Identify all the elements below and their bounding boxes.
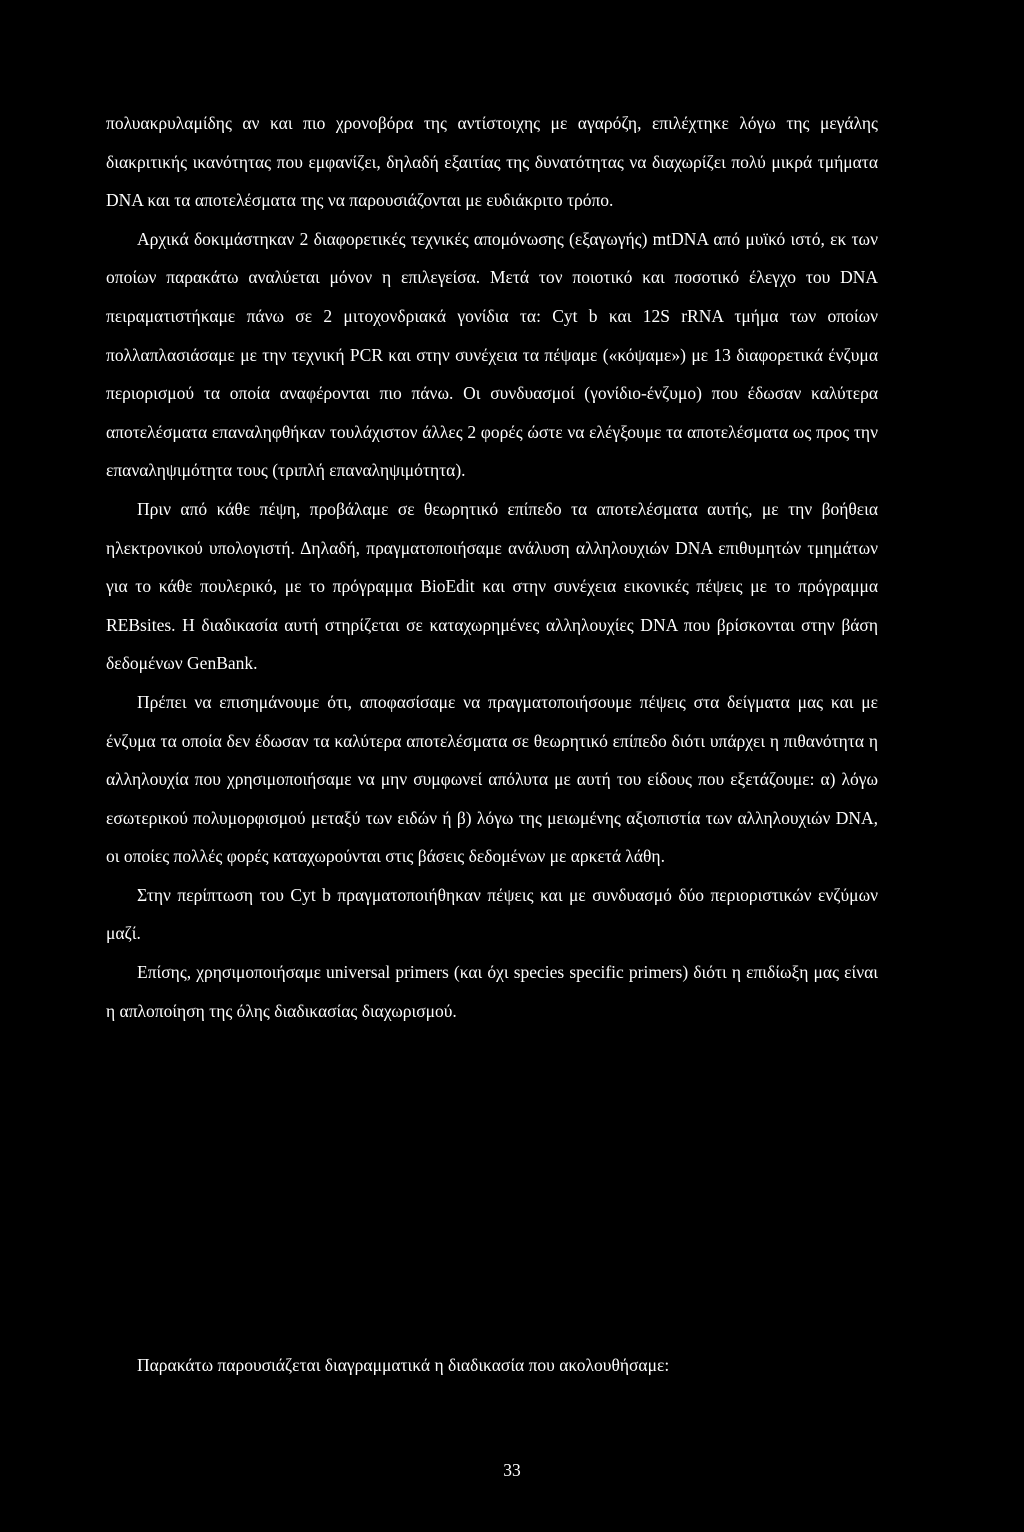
paragraph-continuation: πολυακρυλαμίδης αν και πιο χρονοβόρα της αντίστοιχης με αγαρόζη, επιλέχτηκε λόγω της μεγάλης διακριτικής ικανότητας που εμφανίζει, δηλαδή εξαιτίας της δυνατότητας να διαχωρίζει πολύ μικρά τμήματα DNA και τα αποτελέσματα της να παρουσιάζονται με ευδιάκριτο τρόπο. — [106, 113, 878, 211]
paragraph-in-silico-digestion: Πριν από κάθε πέψη, προβάλαμε σε θεωρητικό επίπεδο τα αποτελέσματα αυτής, με την βοήθεια ηλεκτρονικού υπολογιστή. Δηλαδή, πραγματοποιήσαμε ανάλυση αλληλουχιών DNA επιθυμητών τμημάτων για το κάθε πουλερικό, με το πρόγραμμα BioEdit και στην συνέχεια εικονικές πέψεις με το πρόγραμμα REBsites. Η διαδικασία αυτή στηρίζεται σε καταχωρημένες αλληλουχίες DNA που βρίσκονται στην βάση δεδομένων GenBank. — [106, 498, 878, 674]
diagram-intro-text: Παρακάτω παρουσιάζεται διαγραμματικά η διαδικασία που ακολουθήσαμε: — [137, 1355, 670, 1375]
paragraph-enzyme-choice: Πρέπει να επισημάνουμε ότι, αποφασίσαμε να πραγματοποιήσουμε πέψεις στα δείγματα μας και με ένζυμα τα οποία δεν έδωσαν τα καλύτερα αποτελέσματα σε θεωρητικό επίπεδο διότι υπάρχει η πιθανότητα η αλληλουχία που χρησιμοποιήσαμε να μην συμφωνεί απόλυτα με αυτή του είδους που εξετάζουμε: α) λόγω εσωτερικού πολυμορφισμού μεταξύ των ειδών ή β) λόγω της μειωμένης αξιοπιστία των αλληλουχιών DNA, οι οποίες πολλές φορές καταχωρούνται στις βάσεις δεδομένων με αρκετά λάθη. — [106, 691, 878, 867]
body-text — [106, 104, 878, 1030]
paragraph-universal-primers: Επίσης, χρησιμοποιήσαμε universal primers (και όχι species specific primers) διότι η επιδίωξη μας είναι η απλοποίηση της όλης διαδικασίας διαχωρισμού. — [106, 962, 878, 1021]
paragraph-double-digestion: Στην περίπτωση του Cyt b πραγματοποιήθηκαν πέψεις και με συνδυασμό δύο περιοριστικών ενζύμων μαζί. — [106, 884, 878, 944]
paragraph-extraction-methods: Αρχικά δοκιμάστηκαν 2 διαφορετικές τεχνικές απομόνωσης (εξαγωγής) mtDNA από μυϊκό ιστό, εκ των οποίων παρακάτω αναλύεται μόνον η επιλεγείσα. Μετά τον ποιοτικό και ποσοτικό έλεγχο του DNA πειραματιστήκαμε πάνω σε 2 μιτοχονδριακά γονίδια τα: Cyt b και 12S rRNA τμήμα των οποίων πολλαπλασιάσαμε με την τεχνική PCR και στην συνέχεια τα πέψαμε («κόψαμε») με 13 διαφορετικά ένζυμα περιορισμού τα οποία αναφέρονται πιο πάνω. Οι συνδυασμοί (γονίδιο-ένζυμο) που έδωσαν καλύτερα αποτελέσματα επαναληφθήκαν τουλάχιστον άλλες 2 φορές ώστε να ελέγξουμε τα αποτελέσματα ως προς την επαναληψιμότητα τους (τριπλή επαναληψιμότητα). — [106, 228, 878, 481]
page-number: 33 — [503, 1460, 521, 1480]
